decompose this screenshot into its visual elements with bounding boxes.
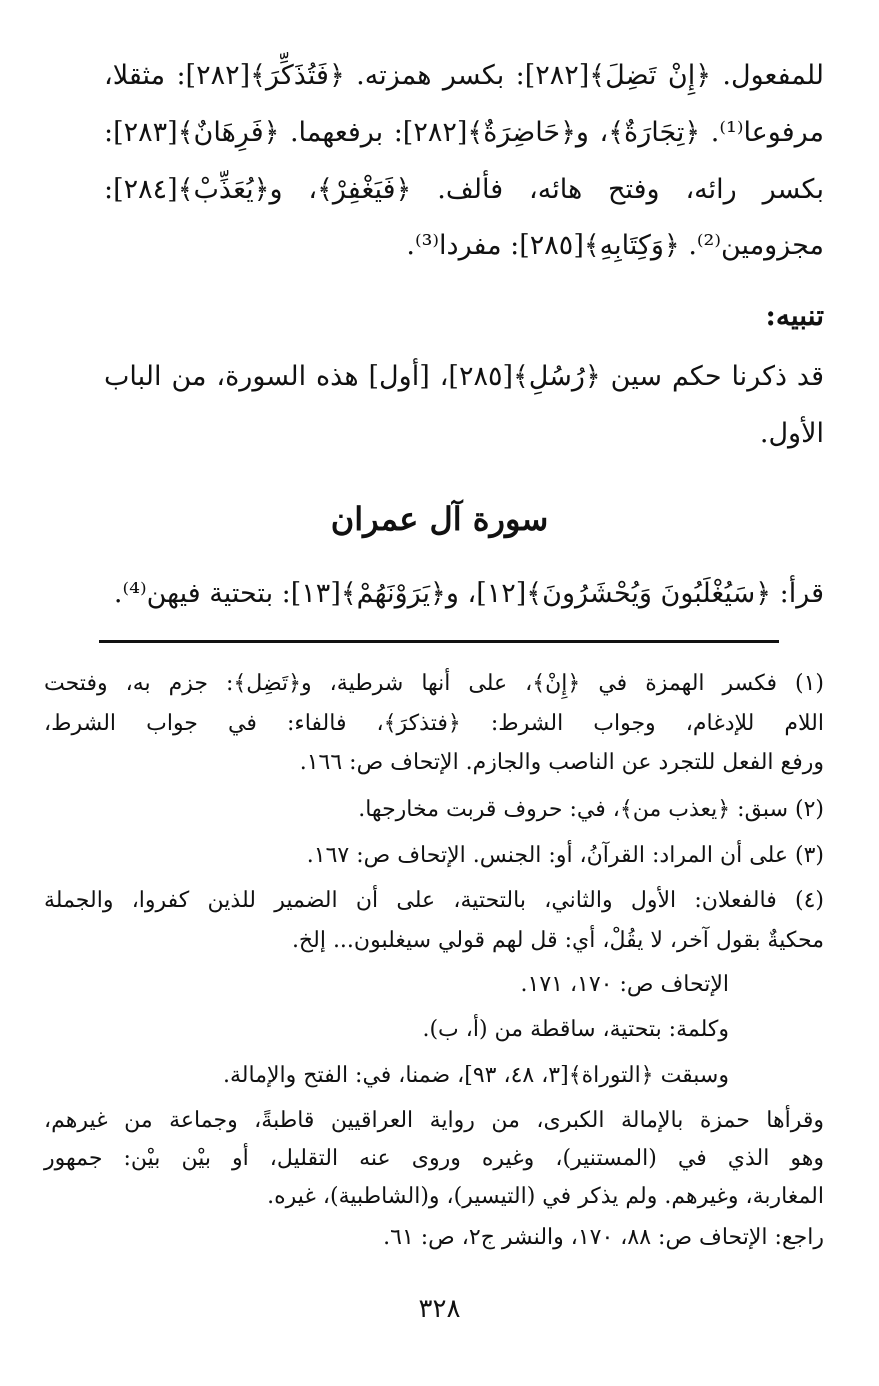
- body-line-3: بكسر رائه، وفتح هائه، فألف. ﴿فَيَغْفِرْ﴾، و﴿يُعَذِّبْ﴾[٢٨٤]:: [104, 174, 824, 205]
- footnote-line: اللام للإدغام، وجواب الشرط: ﴿فتذكرَ﴾، فالفاء: في جواب الشرط،: [44, 711, 824, 736]
- footnote-line: (١) فكسر الهمزة في ﴿إِنْ﴾، على أنها شرطية، و﴿تَضِل﴾: جزم به، وفتحت: [44, 671, 824, 696]
- surah-title: سورة آل عمران: [330, 500, 549, 538]
- footnote-line: وهو الذي في (المستنير)، وغيره وروى عنه التقليل، أو بيْن بيْن: جمهور: [44, 1146, 824, 1171]
- footnote-separator: [99, 640, 779, 643]
- footnote-line: وسبقت ﴿التوراة﴾[٣، ٤٨، ٩٣]، ضمنا، في: الفتح والإمالة.: [223, 1063, 729, 1088]
- footnote-line: ورفع الفعل للتجرد عن الناصب والجازم. الإتحاف ص: ١٦٦.: [299, 750, 824, 775]
- body-line-1: للمفعول. ﴿إِنْ تَضِلَ﴾[٢٨٢]: بكسر همزته. ﴿فَتُذَكِّرَ﴾[٢٨٢]: مثقلا،: [104, 60, 824, 91]
- footnote-line: (٤) فالفعلان: الأول والثاني، بالتحتية، على أن الضمير للذين كفروا، والجملة: [44, 888, 824, 913]
- footnote-line: وكلمة: بتحتية، ساقطة من (أ، ب).: [422, 1017, 729, 1042]
- footnote-line: محكيةٌ بقول آخر، لا يقُلْ، أي: قل لهم قولي سيغلبون... إلخ.: [291, 928, 824, 953]
- body-line-2: مرفوعا⁽¹⁾. ﴿تِجَارَةٌ﴾، و﴿حَاضِرَةٌ﴾[٢٨٢]: برفعهما. ﴿فَرِهَانٌ﴾[٢٨٣]:: [104, 117, 824, 148]
- footnote-line: المغاربة، وغيرهم. ولم يذكر في (التيسير)، و(الشاطبية)، غيره.: [267, 1184, 824, 1209]
- page-number: ٣٢٨: [418, 1294, 461, 1324]
- footnote-line: وقرأها حمزة بالإمالة الكبرى، من رواية العراقيين قاطبةً، وجماعة من غيرهم،: [44, 1108, 824, 1133]
- footnote-line: (٣) على أن المراد: القرآنُ، أو: الجنس. الإتحاف ص: ١٦٧.: [306, 843, 824, 868]
- note-line-1: قد ذكرنا حكم سين ﴿رُسُلِ﴾[٢٨٥]، [أول] هذه السورة، من الباب: [104, 361, 824, 392]
- body-line-4: مجزومين⁽²⁾. ﴿وَكِتَابِهِ﴾[٢٨٥]: مفردا⁽³⁾.: [406, 230, 824, 261]
- footnote-line: (٢) سبق: ﴿يعذب من﴾، في: حروف قربت مخارجها.: [358, 797, 824, 822]
- footnote-line: الإتحاف ص: ١٧٠، ١٧١.: [520, 972, 729, 997]
- footnote-line: راجع: الإتحاف ص: ٨٨، ١٧٠، والنشر ج٢، ص: ٦١.: [383, 1225, 824, 1250]
- note-heading: تنبيه:: [765, 299, 824, 332]
- surah-reading-line: قرأ: ﴿سَيُغْلَبُونَ وَيُحْشَرُونَ﴾[١٢]، و﴿يَرَوْنَهُمْ﴾[١٣]: بتحتية فيهن⁽⁴⁾.: [113, 578, 824, 609]
- note-line-2: الأول.: [759, 418, 824, 449]
